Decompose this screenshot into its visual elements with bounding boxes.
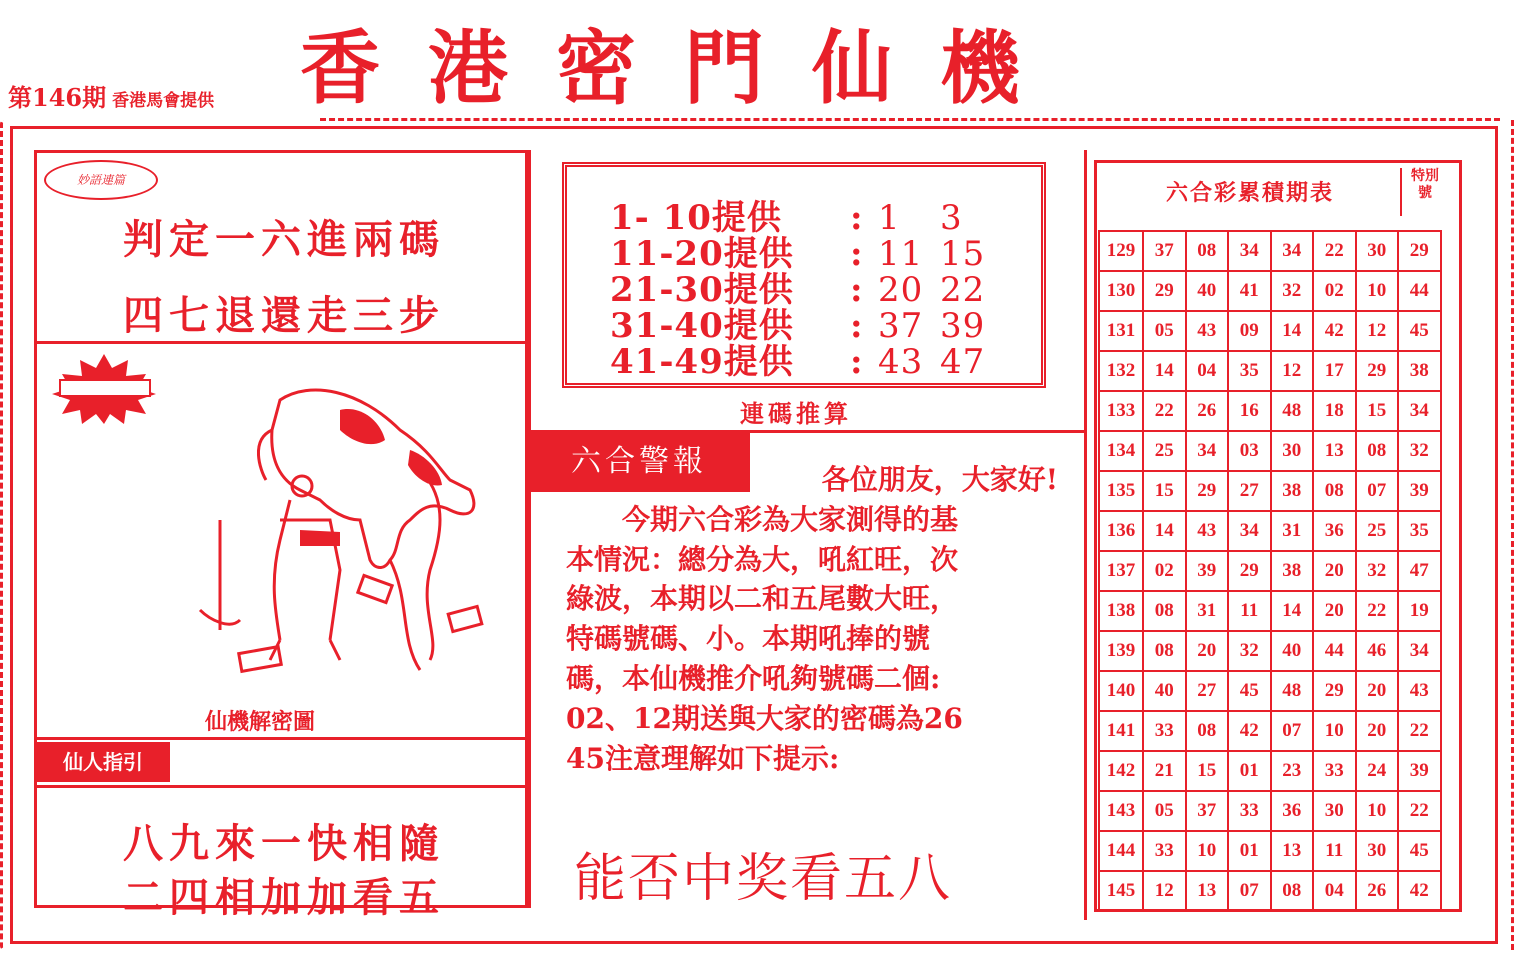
range-label: 41-49提供 [610, 342, 794, 382]
table-row [1099, 591, 1441, 631]
range-colon: : [850, 270, 864, 310]
divider [1400, 168, 1402, 216]
number-cell: 14 [1271, 311, 1314, 351]
period-cell: 141 [1099, 711, 1143, 751]
number-cell: 07 [1271, 711, 1314, 751]
divider [37, 785, 525, 788]
number-cell: 31 [1271, 511, 1314, 551]
number-cell: 07 [1228, 871, 1271, 911]
number-cell: 36 [1271, 791, 1314, 831]
number-cell: 01 [1228, 831, 1271, 871]
number-cell: 29 [1143, 271, 1186, 311]
number-cell: 29 [1398, 231, 1441, 271]
number-cell: 38 [1398, 351, 1441, 391]
number-cell: 30 [1356, 231, 1399, 271]
range-label: 1- 10提供 [610, 198, 782, 238]
verse-top-line: 四七退還走三步 [123, 292, 445, 339]
number-cell: 34 [1398, 391, 1441, 431]
number-cell: 34 [1228, 231, 1271, 271]
number-cell: 13 [1271, 831, 1314, 871]
starburst-icon [50, 354, 158, 424]
number-cell: 22 [1143, 391, 1186, 431]
number-cell: 33 [1228, 791, 1271, 831]
number-cell: 08 [1143, 591, 1186, 631]
number-cell: 33 [1143, 711, 1186, 751]
page-title: 香港密門仙機 [300, 21, 1068, 115]
table-row [1099, 831, 1441, 871]
number-cell: 01 [1228, 751, 1271, 791]
number-cell: 05 [1143, 311, 1186, 351]
range-label: 21-30提供 [610, 270, 794, 310]
number-cell: 11 [1313, 831, 1356, 871]
number-cell: 08 [1186, 231, 1229, 271]
range-colon: : [850, 342, 864, 382]
results-table [1098, 230, 1442, 912]
number-cell: 27 [1228, 471, 1271, 511]
period-cell: 137 [1099, 551, 1143, 591]
number-cell: 44 [1398, 271, 1441, 311]
column-divider [528, 150, 531, 908]
number-cell: 30 [1356, 831, 1399, 871]
period-cell: 140 [1099, 671, 1143, 711]
range-value: 22 [940, 270, 986, 310]
number-cell: 40 [1271, 631, 1314, 671]
table-row [1099, 551, 1441, 591]
alarm-body [566, 460, 1058, 778]
number-cell: 45 [1228, 671, 1271, 711]
verse-bottom-line: 二四相加加看五 [123, 874, 445, 921]
period-cell: 144 [1099, 831, 1143, 871]
number-cell: 08 [1271, 871, 1314, 911]
range-value: 39 [940, 306, 986, 346]
number-cell: 43 [1398, 671, 1441, 711]
number-cell: 12 [1356, 311, 1399, 351]
issue-line [8, 78, 214, 113]
number-cell: 17 [1313, 351, 1356, 391]
number-cell: 35 [1398, 511, 1441, 551]
table-row [1099, 871, 1441, 911]
number-cell: 04 [1313, 871, 1356, 911]
number-cell: 14 [1143, 351, 1186, 391]
number-cell: 44 [1313, 631, 1356, 671]
number-cell: 45 [1398, 311, 1441, 351]
number-cell: 26 [1186, 391, 1229, 431]
number-cell: 38 [1271, 471, 1314, 511]
number-cell: 15 [1143, 471, 1186, 511]
number-cell: 08 [1313, 471, 1356, 511]
body-line: 碼，本仙機推介吼夠號碼二個: [566, 661, 941, 695]
number-cell: 29 [1228, 551, 1271, 591]
number-cell: 22 [1398, 711, 1441, 751]
number-cell: 39 [1186, 551, 1229, 591]
period-cell: 132 [1099, 351, 1143, 391]
number-cell: 30 [1271, 431, 1314, 471]
number-cell: 42 [1398, 871, 1441, 911]
number-cell: 32 [1356, 551, 1399, 591]
range-colon: : [850, 234, 864, 274]
number-cell: 36 [1313, 511, 1356, 551]
number-cell: 48 [1271, 391, 1314, 431]
number-cell: 40 [1186, 271, 1229, 311]
period-cell: 142 [1099, 751, 1143, 791]
number-cell: 29 [1313, 671, 1356, 711]
number-cell: 10 [1186, 831, 1229, 871]
period-cell: 133 [1099, 391, 1143, 431]
number-cell: 33 [1313, 751, 1356, 791]
body-line: 02、12期送與大家的密碼為26 [566, 701, 963, 735]
table-row [1099, 271, 1441, 311]
number-cell: 15 [1186, 751, 1229, 791]
number-cell: 14 [1143, 511, 1186, 551]
number-cell: 35 [1228, 351, 1271, 391]
number-cell: 22 [1398, 791, 1441, 831]
body-line: 綠波，本期以二和五尾數大旺， [566, 582, 959, 616]
number-cell: 19 [1398, 591, 1441, 631]
number-cell: 38 [1271, 551, 1314, 591]
number-cell: 42 [1228, 711, 1271, 751]
divider [37, 341, 525, 344]
table-row [1099, 431, 1441, 471]
issue-number: 第146期 [8, 83, 107, 112]
table-row [1099, 391, 1441, 431]
number-cell: 13 [1186, 871, 1229, 911]
number-cell: 02 [1313, 271, 1356, 311]
number-cell: 26 [1356, 871, 1399, 911]
range-value: 1 [878, 198, 901, 238]
number-cell: 10 [1356, 791, 1399, 831]
period-cell: 136 [1099, 511, 1143, 551]
number-cell: 45 [1398, 831, 1441, 871]
number-cell: 22 [1356, 591, 1399, 631]
number-cell: 39 [1398, 751, 1441, 791]
range-value: 20 [878, 270, 924, 310]
table-row [1099, 671, 1441, 711]
range-value: 15 [940, 234, 986, 274]
number-cell: 32 [1398, 431, 1441, 471]
range-colon: : [850, 198, 864, 238]
scalloped-border-right [1501, 120, 1514, 950]
range-value: 11 [878, 234, 924, 274]
range-value: 47 [940, 342, 986, 382]
period-cell: 138 [1099, 591, 1143, 631]
table-row [1099, 351, 1441, 391]
number-cell: 43 [1186, 311, 1229, 351]
number-cell: 08 [1143, 631, 1186, 671]
range-value: 43 [878, 342, 924, 382]
period-cell: 131 [1099, 311, 1143, 351]
divider [37, 737, 525, 740]
table-row [1099, 471, 1441, 511]
table-row [1099, 311, 1441, 351]
table-row [1099, 511, 1441, 551]
column-divider [1084, 150, 1087, 920]
greeting: 各位朋友，大家好! [821, 463, 1058, 496]
number-cell: 32 [1228, 631, 1271, 671]
number-cell: 12 [1271, 351, 1314, 391]
number-cell: 08 [1356, 431, 1399, 471]
slogan: 能否中奖看五八 [574, 849, 953, 909]
number-cell: 21 [1143, 751, 1186, 791]
verse-top-line: 判定一六進兩碼 [123, 216, 445, 263]
number-cell: 22 [1313, 231, 1356, 271]
number-cell: 40 [1143, 671, 1186, 711]
body-line: 45注意理解如下提示: [566, 741, 840, 775]
number-cell: 46 [1356, 631, 1399, 671]
range-colon: : [850, 306, 864, 346]
results-table-title: 六合彩累積期表 [1165, 181, 1334, 206]
period-cell: 143 [1099, 791, 1143, 831]
number-cell: 42 [1313, 311, 1356, 351]
number-cell: 37 [1186, 791, 1229, 831]
number-cell: 23 [1271, 751, 1314, 791]
range-label: 31-40提供 [610, 306, 794, 346]
number-cell: 34 [1228, 511, 1271, 551]
verse-bottom-line: 八九來一快相隨 [123, 820, 445, 867]
number-cell: 32 [1271, 271, 1314, 311]
number-cell: 48 [1271, 671, 1314, 711]
table-row [1099, 631, 1441, 671]
number-cell: 12 [1143, 871, 1186, 911]
number-cell: 41 [1228, 271, 1271, 311]
number-cell: 27 [1186, 671, 1229, 711]
number-cell: 34 [1271, 231, 1314, 271]
number-cell: 34 [1398, 631, 1441, 671]
number-cell: 24 [1356, 751, 1399, 791]
number-cell: 08 [1186, 711, 1229, 751]
period-cell: 130 [1099, 271, 1143, 311]
number-cell: 02 [1143, 551, 1186, 591]
table-row [1099, 711, 1441, 751]
body-line: 本情況：總分為大，吼紅旺，次 [566, 542, 959, 576]
ranges-caption: 連碼推算 [740, 400, 852, 428]
number-cell: 20 [1186, 631, 1229, 671]
number-cell: 13 [1313, 431, 1356, 471]
number-cell: 30 [1313, 791, 1356, 831]
range-value: 3 [940, 198, 963, 238]
number-cell: 03 [1228, 431, 1271, 471]
special-number-label: 特別號 [1411, 168, 1439, 201]
number-cell: 15 [1356, 391, 1399, 431]
range-value: 37 [878, 306, 924, 346]
table-row [1099, 791, 1441, 831]
number-cell: 34 [1186, 431, 1229, 471]
range-label: 11-20提供 [610, 234, 794, 274]
body-line: 今期六合彩為大家測得的基 [566, 502, 959, 536]
number-cell: 29 [1356, 351, 1399, 391]
number-cell: 25 [1356, 511, 1399, 551]
provider-label: 香港馬會提供 [112, 91, 215, 111]
period-cell: 129 [1099, 231, 1143, 271]
number-cell: 16 [1228, 391, 1271, 431]
number-cell: 20 [1356, 671, 1399, 711]
number-cell: 29 [1186, 471, 1229, 511]
number-cell: 07 [1356, 471, 1399, 511]
number-cell: 10 [1356, 271, 1399, 311]
range-row [610, 334, 1000, 383]
number-cell: 05 [1143, 791, 1186, 831]
number-cell: 14 [1271, 591, 1314, 631]
badge: 妙語連篇 [44, 160, 158, 200]
number-cell: 39 [1398, 471, 1441, 511]
number-cell: 09 [1228, 311, 1271, 351]
number-cell: 31 [1186, 591, 1229, 631]
number-cell: 43 [1186, 511, 1229, 551]
period-cell: 145 [1099, 871, 1143, 911]
number-cell: 20 [1313, 551, 1356, 591]
table-row [1099, 751, 1441, 791]
number-cell: 04 [1186, 351, 1229, 391]
period-cell: 134 [1099, 431, 1143, 471]
bull-illustration [180, 370, 500, 690]
immortal-guide-tag: 仙人指引 [36, 742, 170, 782]
number-cell: 33 [1143, 831, 1186, 871]
image-caption: 仙機解密圖 [204, 710, 315, 735]
body-line: 特碼號碼、小。本期吼捧的號 [566, 622, 931, 656]
alarm-tag: 六合警報 [528, 432, 750, 492]
number-cell: 18 [1313, 391, 1356, 431]
table-row [1099, 231, 1441, 271]
scalloped-border-top [320, 118, 1500, 129]
number-cell: 37 [1143, 231, 1186, 271]
number-cell: 20 [1356, 711, 1399, 751]
scalloped-border-left [0, 120, 13, 950]
number-cell: 25 [1143, 431, 1186, 471]
number-cell: 10 [1313, 711, 1356, 751]
number-cell: 11 [1228, 591, 1271, 631]
number-cell: 47 [1398, 551, 1441, 591]
number-cell: 20 [1313, 591, 1356, 631]
period-cell: 135 [1099, 471, 1143, 511]
period-cell: 139 [1099, 631, 1143, 671]
